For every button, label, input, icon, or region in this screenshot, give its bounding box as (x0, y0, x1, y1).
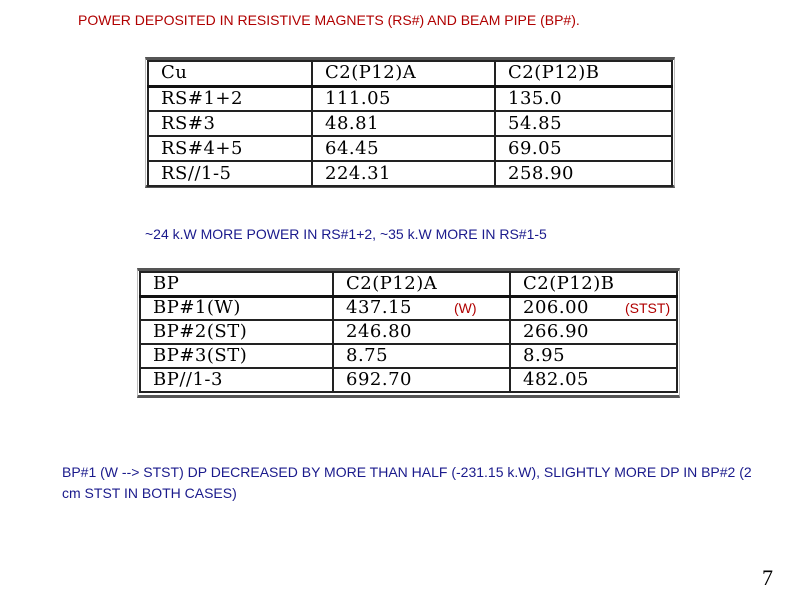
table-header-row (148, 61, 672, 86)
page-number: 7 (762, 565, 773, 590)
value-cell (333, 296, 510, 320)
value-cell: 8.95 (510, 344, 677, 368)
material-tag: (W) (454, 300, 477, 317)
conclusion-text: BP#1 (W --> STST) DP DECREASED BY MORE THAN HALF (-231.15 k.W), SLIGHTLY MORE DP IN BP#2 (2 cm STST IN BOTH CASES) (62, 464, 752, 501)
value-text: 437.15 (346, 297, 412, 319)
row-label: RS//1-5 (148, 161, 312, 186)
table-row (148, 86, 672, 111)
header-cell: Cu (148, 61, 312, 86)
value-cell: 48.81 (312, 111, 495, 136)
power-difference-note: ~24 k.W MORE POWER IN RS#1+2, ~35 k.W MORE IN RS#1-5 (145, 226, 547, 242)
value-cell: 224.31 (312, 161, 495, 186)
value-text: 206.00 (523, 297, 589, 319)
table-row (140, 368, 677, 392)
value-with-tag (346, 297, 477, 319)
value-with-tag (523, 297, 671, 319)
table-row (148, 111, 672, 136)
row-label: BP#3(ST) (140, 344, 333, 368)
value-cell: 64.45 (312, 136, 495, 161)
value-cell: 54.85 (495, 111, 672, 136)
value-cell: 135.0 (495, 86, 672, 111)
row-label: BP#1(W) (140, 296, 333, 320)
table-header-row (140, 272, 677, 296)
header-cell: BP (140, 272, 333, 296)
bp-power-table (139, 271, 678, 393)
value-cell: 111.05 (312, 86, 495, 111)
table-row (140, 320, 677, 344)
row-label: BP//1-3 (140, 368, 333, 392)
header-cell: C2(P12)B (510, 272, 677, 296)
row-label: BP#2(ST) (140, 320, 333, 344)
table-row (148, 136, 672, 161)
row-label: RS#1+2 (148, 86, 312, 111)
rs-power-table (147, 60, 673, 187)
value-cell: 258.90 (495, 161, 672, 186)
header-cell: C2(P12)A (333, 272, 510, 296)
value-cell: 246.80 (333, 320, 510, 344)
table-row (140, 344, 677, 368)
value-cell: 482.05 (510, 368, 677, 392)
slide-title: POWER DEPOSITED IN RESISTIVE MAGNETS (RS#) AND BEAM PIPE (BP#). (78, 12, 580, 28)
value-cell: 692.70 (333, 368, 510, 392)
table-row (140, 296, 677, 320)
row-label: RS#3 (148, 111, 312, 136)
table-row (148, 161, 672, 186)
material-tag: (STST) (625, 300, 671, 317)
header-cell: C2(P12)B (495, 61, 672, 86)
row-label: RS#4+5 (148, 136, 312, 161)
header-cell: C2(P12)A (312, 61, 495, 86)
value-cell: 8.75 (333, 344, 510, 368)
value-cell: 69.05 (495, 136, 672, 161)
value-cell: 266.90 (510, 320, 677, 344)
value-cell (510, 296, 677, 320)
